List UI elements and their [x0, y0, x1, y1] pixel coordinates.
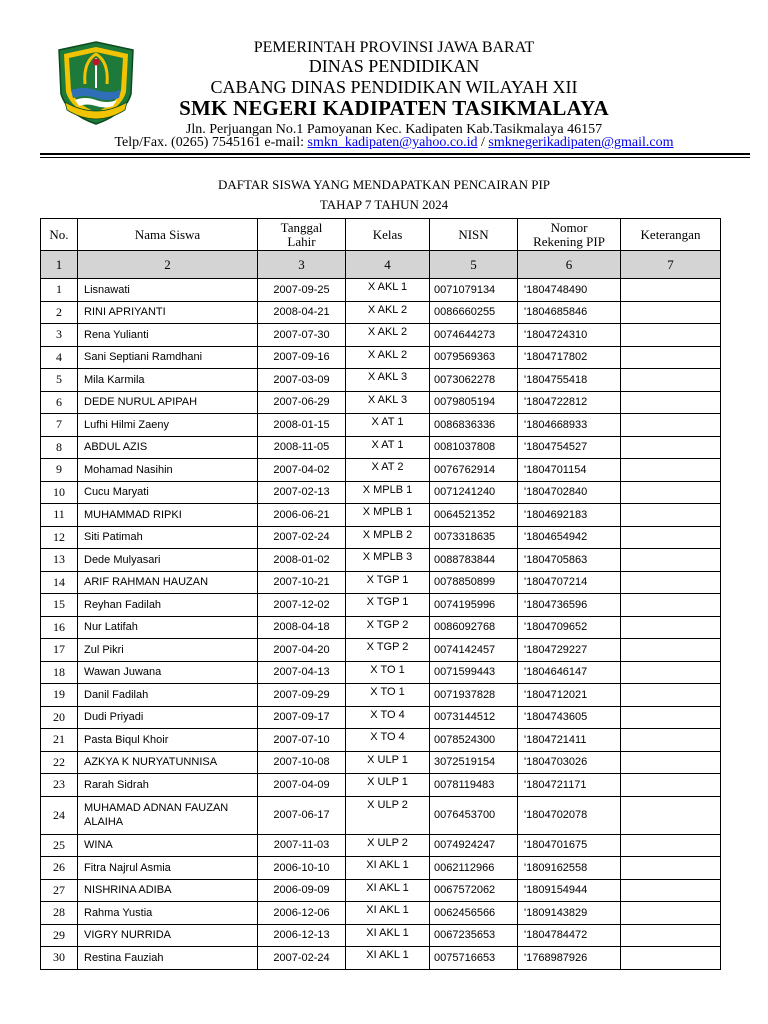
cell-note [621, 504, 721, 527]
cell-nisn: 0062456566 [430, 902, 518, 925]
cell-class: X AKL 3 [346, 369, 430, 392]
cell-student-name: Nur Latifah [78, 616, 258, 639]
cell-account-number: '1804646147 [518, 661, 621, 684]
cell-birth-date: 2007-09-16 [258, 346, 346, 369]
cell-birth-date: 2007-11-03 [258, 834, 346, 857]
cell-note [621, 301, 721, 324]
cell-nisn: 0086836336 [430, 414, 518, 437]
cell-no: 18 [41, 661, 78, 684]
cell-no: 15 [41, 594, 78, 617]
cell-class: X TO 1 [346, 684, 430, 707]
cell-birth-date: 2006-12-06 [258, 902, 346, 925]
cell-student-name: Wawan Juwana [78, 661, 258, 684]
column-number-row [41, 251, 721, 279]
cell-no: 14 [41, 571, 78, 594]
cell-no: 30 [41, 947, 78, 970]
cell-no: 10 [41, 481, 78, 504]
cell-birth-date: 2007-09-17 [258, 706, 346, 729]
cell-nisn: 0078119483 [430, 774, 518, 797]
cell-class: X AKL 2 [346, 301, 430, 324]
header-nisn: NISN [430, 219, 518, 251]
column-number: 3 [258, 251, 346, 279]
letterhead-address: Jln. Perjuangan No.1 Pamoyanan Kec. Kadipaten Kab.Tasikmalaya 46157 [185, 122, 603, 137]
cell-account-number: '1804712021 [518, 684, 621, 707]
table-row [41, 684, 721, 707]
cell-class: X ULP 1 [346, 774, 430, 797]
cell-nisn: 0088783844 [430, 549, 518, 572]
table-header-row [41, 219, 721, 251]
cell-class: X TO 4 [346, 706, 430, 729]
cell-nisn: 0067572062 [430, 879, 518, 902]
header-account-line1: Nomor [550, 219, 588, 235]
cell-no: 11 [41, 504, 78, 527]
table-row [41, 504, 721, 527]
table-row [41, 391, 721, 414]
cell-no: 28 [41, 902, 78, 925]
cell-class: X ULP 2 [346, 796, 430, 834]
header-class: Kelas [346, 219, 430, 251]
cell-no: 17 [41, 639, 78, 662]
cell-nisn: 3072519154 [430, 751, 518, 774]
header-no: No. [41, 219, 78, 251]
cell-account-number: '1804701675 [518, 834, 621, 857]
contact-phone: Telp/Fax. (0265) 7545161 e-mail: [114, 135, 305, 150]
cell-note [621, 549, 721, 572]
cell-class: XI AKL 1 [346, 902, 430, 925]
cell-class: X TO 1 [346, 661, 430, 684]
cell-birth-date: 2007-06-17 [258, 796, 346, 834]
table-row [41, 947, 721, 970]
cell-class: X AKL 3 [346, 391, 430, 414]
cell-account-number: '1804724310 [518, 324, 621, 347]
cell-student-name: NISHRINA ADIBA [78, 879, 258, 902]
cell-student-name: DEDE NURUL APIPAH [78, 391, 258, 414]
cell-class: X AKL 2 [346, 346, 430, 369]
cell-no: 22 [41, 751, 78, 774]
cell-birth-date: 2007-03-09 [258, 369, 346, 392]
letterhead-contact [10, 136, 768, 150]
cell-account-number: '1804722812 [518, 391, 621, 414]
letterhead-rule-thick [40, 153, 750, 155]
cell-nisn: 0071937828 [430, 684, 518, 707]
cell-note [621, 481, 721, 504]
cell-birth-date: 2007-12-02 [258, 594, 346, 617]
cell-note [621, 857, 721, 880]
table-row [41, 594, 721, 617]
cell-no: 29 [41, 924, 78, 947]
letterhead-rule-thin [40, 157, 750, 158]
cell-note [621, 391, 721, 414]
student-table [40, 218, 721, 970]
table-row [41, 639, 721, 662]
cell-class: X AT 2 [346, 459, 430, 482]
cell-account-number: '1804705863 [518, 549, 621, 572]
table-row [41, 459, 721, 482]
cell-birth-date: 2008-01-15 [258, 414, 346, 437]
cell-no: 8 [41, 436, 78, 459]
cell-no: 4 [41, 346, 78, 369]
document-subtitle: TAHAP 7 TAHUN 2024 [319, 197, 449, 212]
cell-student-name: Lisnawati [78, 279, 258, 302]
cell-birth-date: 2007-09-29 [258, 684, 346, 707]
cell-student-name: Restina Fauziah [78, 947, 258, 970]
letterhead-school-name: SMK NEGERI KADIPATEN TASIKMALAYA [179, 96, 609, 120]
cell-nisn: 0076453700 [430, 796, 518, 834]
cell-note [621, 324, 721, 347]
cell-account-number: '1804692183 [518, 504, 621, 527]
table-row [41, 369, 721, 392]
table-row [41, 751, 721, 774]
email-link-gmail[interactable]: smknegerikadipaten@gmail.com [488, 135, 674, 150]
cell-nisn: 0074924247 [430, 834, 518, 857]
header-dob [258, 219, 346, 251]
cell-nisn: 0086092768 [430, 616, 518, 639]
cell-note [621, 774, 721, 797]
cell-class: X ULP 2 [346, 834, 430, 857]
column-number: 4 [346, 251, 430, 279]
cell-account-number: '1804755418 [518, 369, 621, 392]
cell-nisn: 0076762914 [430, 459, 518, 482]
cell-no: 20 [41, 706, 78, 729]
table-row [41, 879, 721, 902]
cell-birth-date: 2007-02-24 [258, 947, 346, 970]
table-row [41, 924, 721, 947]
cell-nisn: 0071599443 [430, 661, 518, 684]
cell-student-name: Rarah Sidrah [78, 774, 258, 797]
cell-note [621, 924, 721, 947]
cell-nisn: 0075716653 [430, 947, 518, 970]
cell-student-name: RINI APRIYANTI [78, 301, 258, 324]
column-number: 1 [41, 251, 78, 279]
cell-birth-date: 2006-06-21 [258, 504, 346, 527]
cell-no: 3 [41, 324, 78, 347]
cell-no: 5 [41, 369, 78, 392]
cell-birth-date: 2006-09-09 [258, 879, 346, 902]
cell-class: X TO 4 [346, 729, 430, 752]
cell-student-name: Rena Yulianti [78, 324, 258, 347]
cell-nisn: 0078524300 [430, 729, 518, 752]
document-title: DAFTAR SISWA YANG MENDAPATKAN PENCAIRAN PIP [217, 177, 551, 192]
cell-account-number: '1804743605 [518, 706, 621, 729]
cell-account-number: '1804784472 [518, 924, 621, 947]
cell-birth-date: 2006-12-13 [258, 924, 346, 947]
cell-note [621, 902, 721, 925]
letterhead-branch: CABANG DINAS PENDIDIKAN WILAYAH XII [210, 77, 578, 97]
table-row [41, 796, 721, 834]
cell-student-name: Lufhi Hilmi Zaeny [78, 414, 258, 437]
table-row [41, 481, 721, 504]
cell-birth-date: 2007-04-13 [258, 661, 346, 684]
cell-note [621, 947, 721, 970]
cell-account-number: '1804685846 [518, 301, 621, 324]
cell-account-number: '1804717802 [518, 346, 621, 369]
cell-student-name: Zul Pikri [78, 639, 258, 662]
cell-nisn: 0067235653 [430, 924, 518, 947]
cell-account-number: '1809154944 [518, 879, 621, 902]
cell-no: 19 [41, 684, 78, 707]
cell-class: X TGP 2 [346, 639, 430, 662]
cell-nisn: 0079569363 [430, 346, 518, 369]
cell-class: X AKL 1 [346, 279, 430, 302]
cell-note [621, 639, 721, 662]
cell-note [621, 594, 721, 617]
cell-account-number: '1804702840 [518, 481, 621, 504]
table-row [41, 857, 721, 880]
cell-note [621, 369, 721, 392]
cell-birth-date: 2007-02-13 [258, 481, 346, 504]
cell-note [621, 751, 721, 774]
letterhead [0, 0, 768, 155]
cell-student-name: Siti Patimah [78, 526, 258, 549]
cell-birth-date: 2007-07-10 [258, 729, 346, 752]
cell-student-name: MUHAMMAD RIPKI [78, 504, 258, 527]
column-number: 2 [78, 251, 258, 279]
table-row [41, 324, 721, 347]
cell-account-number: '1804668933 [518, 414, 621, 437]
cell-birth-date: 2008-04-21 [258, 301, 346, 324]
table-row [41, 834, 721, 857]
cell-note [621, 729, 721, 752]
cell-nisn: 0071079134 [430, 279, 518, 302]
cell-student-name: VIGRY NURRIDA [78, 924, 258, 947]
cell-nisn: 0073144512 [430, 706, 518, 729]
letterhead-province: PEMERINTAH PROVINSI JAWA BARAT [253, 39, 535, 56]
table-row [41, 549, 721, 572]
cell-nisn: 0071241240 [430, 481, 518, 504]
cell-student-name: Fitra Najrul Asmia [78, 857, 258, 880]
cell-note [621, 834, 721, 857]
header-account [518, 219, 621, 251]
cell-nisn: 0064521352 [430, 504, 518, 527]
cell-birth-date: 2007-04-09 [258, 774, 346, 797]
email-separator: / [481, 135, 485, 150]
cell-class: X AT 1 [346, 414, 430, 437]
cell-nisn: 0074644273 [430, 324, 518, 347]
cell-account-number: '1804736596 [518, 594, 621, 617]
table-row [41, 414, 721, 437]
cell-no: 13 [41, 549, 78, 572]
table-row [41, 616, 721, 639]
table-row [41, 902, 721, 925]
cell-nisn: 0078850899 [430, 571, 518, 594]
cell-student-name: MUHAMAD ADNAN FAUZAN ALAIHA [78, 796, 258, 834]
cell-class: XI AKL 1 [346, 924, 430, 947]
cell-nisn: 0081037808 [430, 436, 518, 459]
cell-birth-date: 2008-11-05 [258, 436, 346, 459]
cell-account-number: '1804702078 [518, 796, 621, 834]
table-row [41, 571, 721, 594]
cell-student-name: AZKYA K NURYATUNNISA [78, 751, 258, 774]
column-number: 5 [430, 251, 518, 279]
cell-student-name: WINA [78, 834, 258, 857]
cell-nisn: 0074142457 [430, 639, 518, 662]
table-row [41, 774, 721, 797]
cell-note [621, 414, 721, 437]
cell-class: XI AKL 1 [346, 879, 430, 902]
table-row [41, 279, 721, 302]
header-dob-line1: Tanggal [280, 219, 323, 235]
cell-class: X TGP 2 [346, 616, 430, 639]
letterhead-agency: DINAS PENDIDIKAN [308, 56, 480, 76]
cell-student-name: Rahma Yustia [78, 902, 258, 925]
cell-birth-date: 2007-02-24 [258, 526, 346, 549]
cell-note [621, 684, 721, 707]
cell-class: X MPLB 3 [346, 549, 430, 572]
table-row [41, 526, 721, 549]
table-row [41, 301, 721, 324]
cell-birth-date: 2006-10-10 [258, 857, 346, 880]
cell-student-name: Dudi Priyadi [78, 706, 258, 729]
cell-account-number: '1804707214 [518, 571, 621, 594]
cell-no: 21 [41, 729, 78, 752]
cell-note [621, 706, 721, 729]
cell-no: 2 [41, 301, 78, 324]
header-note: Keterangan [621, 219, 721, 251]
cell-no: 12 [41, 526, 78, 549]
cell-birth-date: 2007-09-25 [258, 279, 346, 302]
cell-birth-date: 2007-06-29 [258, 391, 346, 414]
cell-birth-date: 2008-01-02 [258, 549, 346, 572]
cell-class: X AT 1 [346, 436, 430, 459]
cell-nisn: 0079805194 [430, 391, 518, 414]
cell-account-number: '1809143829 [518, 902, 621, 925]
cell-note [621, 661, 721, 684]
cell-birth-date: 2007-04-20 [258, 639, 346, 662]
cell-note [621, 526, 721, 549]
cell-note [621, 616, 721, 639]
cell-account-number: '1804654942 [518, 526, 621, 549]
cell-account-number: '1804703026 [518, 751, 621, 774]
table-body [41, 279, 721, 970]
cell-nisn: 0062112966 [430, 857, 518, 880]
cell-class: XI AKL 1 [346, 857, 430, 880]
table-row [41, 436, 721, 459]
cell-note [621, 436, 721, 459]
header-dob-line2: Lahir [287, 233, 316, 249]
cell-note [621, 346, 721, 369]
cell-no: 23 [41, 774, 78, 797]
table-row [41, 729, 721, 752]
cell-account-number: '1768987926 [518, 947, 621, 970]
cell-class: X TGP 1 [346, 594, 430, 617]
cell-no: 1 [41, 279, 78, 302]
cell-student-name: ABDUL AZIS [78, 436, 258, 459]
cell-account-number: '1804748490 [518, 279, 621, 302]
table-row [41, 661, 721, 684]
cell-class: X ULP 1 [346, 751, 430, 774]
cell-no: 26 [41, 857, 78, 880]
cell-account-number: '1804709652 [518, 616, 621, 639]
cell-student-name: Danil Fadilah [78, 684, 258, 707]
cell-birth-date: 2007-07-30 [258, 324, 346, 347]
email-link-yahoo[interactable]: smkn_kadipaten@yahoo.co.id [307, 135, 478, 150]
cell-nisn: 0074195996 [430, 594, 518, 617]
cell-no: 25 [41, 834, 78, 857]
cell-birth-date: 2007-04-02 [258, 459, 346, 482]
cell-account-number: '1809162558 [518, 857, 621, 880]
cell-account-number: '1804754527 [518, 436, 621, 459]
cell-student-name: Dede Mulyasari [78, 549, 258, 572]
cell-birth-date: 2007-10-08 [258, 751, 346, 774]
cell-student-name: Mohamad Nasihin [78, 459, 258, 482]
cell-class: X MPLB 1 [346, 481, 430, 504]
cell-class: X AKL 2 [346, 324, 430, 347]
cell-class: XI AKL 1 [346, 947, 430, 970]
cell-account-number: '1804701154 [518, 459, 621, 482]
cell-birth-date: 2008-04-18 [258, 616, 346, 639]
cell-account-number: '1804721411 [518, 729, 621, 752]
cell-class: X TGP 1 [346, 571, 430, 594]
cell-no: 9 [41, 459, 78, 482]
cell-class: X MPLB 2 [346, 526, 430, 549]
cell-no: 24 [41, 796, 78, 834]
cell-note [621, 571, 721, 594]
cell-nisn: 0086660255 [430, 301, 518, 324]
header-name: Nama Siswa [78, 219, 258, 251]
cell-account-number: '1804729227 [518, 639, 621, 662]
cell-note [621, 796, 721, 834]
table-row [41, 706, 721, 729]
cell-birth-date: 2007-10-21 [258, 571, 346, 594]
cell-no: 7 [41, 414, 78, 437]
cell-student-name: Sani Septiani Ramdhani [78, 346, 258, 369]
cell-nisn: 0073318635 [430, 526, 518, 549]
cell-no: 6 [41, 391, 78, 414]
cell-class: X MPLB 1 [346, 504, 430, 527]
cell-note [621, 879, 721, 902]
cell-student-name: Cucu Maryati [78, 481, 258, 504]
cell-no: 27 [41, 879, 78, 902]
cell-student-name: Mila Karmila [78, 369, 258, 392]
cell-student-name: ARIF RAHMAN HAUZAN [78, 571, 258, 594]
column-number: 6 [518, 251, 621, 279]
cell-account-number: '1804721171 [518, 774, 621, 797]
cell-student-name: Pasta Biqul Khoir [78, 729, 258, 752]
cell-no: 16 [41, 616, 78, 639]
cell-note [621, 459, 721, 482]
column-number: 7 [621, 251, 721, 279]
header-account-line2: Rekening PIP [533, 233, 605, 249]
cell-nisn: 0073062278 [430, 369, 518, 392]
table-row [41, 346, 721, 369]
cell-student-name: Reyhan Fadilah [78, 594, 258, 617]
cell-note [621, 279, 721, 302]
